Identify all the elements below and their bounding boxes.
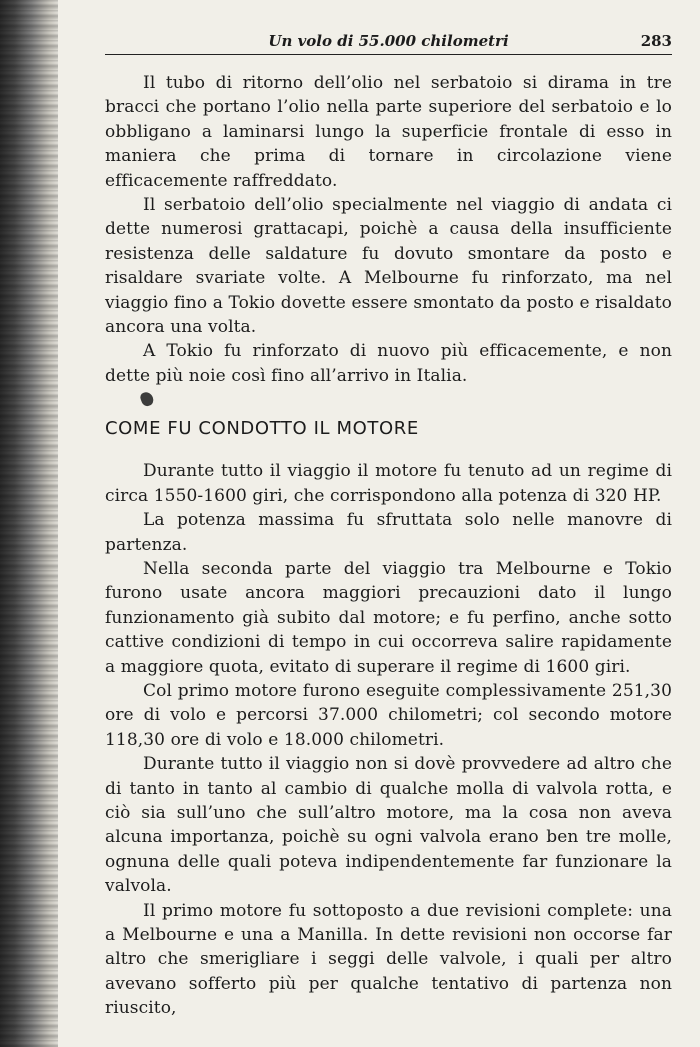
paragraph: Col primo motore furono eseguite complessivamente 251,30 ore di volo e percorsi 37.000 chilometri; col secondo motore 118,30 ore di volo e 18.000 chilometri. bbox=[105, 680, 672, 750]
book-binding-shadow bbox=[0, 0, 58, 1047]
paragraph: Il tubo di ritorno dell’olio nel serbatoio si dirama in tre bracci che portano l’olio nella parte superiore del serbatoio e lo obbligano a laminarsi lungo la superficie frontale di esso in maniera che prima di tornare in circolazione viene efficacemente raffreddato. bbox=[105, 73, 672, 191]
paragraph: Nella seconda parte del viaggio tra Melbourne e Tokio furono usate ancora maggiori precauzioni dato il lungo funzionamento già subito dal motore; e fu perfino, anche sotto cattive condizioni di tempo in cui occorreva salire rapidamente a maggiore quota, evitato di superare il regime di 1600 giri. bbox=[105, 558, 672, 677]
ink-mark-area bbox=[105, 388, 672, 418]
page-number: 283 bbox=[640, 32, 672, 50]
paragraph: Il serbatoio dell’olio specialmente nel viaggio di andata ci dette numerosi grattacapi, poichè a causa della insufficiente resistenza delle saldature fu dovuto smontare da posto e risaldare svariate volte. A Melbourne fu rinforzato, ma nel viaggio fino a Tokio dovette essere smontato da posto e risaldato ancora una volta. bbox=[105, 195, 672, 338]
paragraph: Durante tutto il viaggio non si dovè provvedere ad altro che di tanto in tanto al cambio di qualche molla di valvola rotta, e ciò sia sull’uno che sull’altro motore, ma la cosa non aveva alcuna importanza, poichè su ogni valvola erano ben tre molle, ognuna delle quali poteva indipendentemente far funzionare la valvola. bbox=[105, 754, 672, 897]
book-page bbox=[105, 30, 672, 1021]
paragraph: Il primo motore fu sottoposto a due revisioni complete: una a Melbourne e una a Manilla. In dette revisioni non occorse far altro che smerigliare i seggi delle valvole, i quali per altro avevano sofferto più per qualche tentativo di partenza non riuscito, bbox=[105, 900, 672, 1019]
paragraph: La potenza massima fu sfruttata solo nelle manovre di partenza. bbox=[105, 510, 672, 555]
paragraph: A Tokio fu rinforzato di nuovo più efficacemente, e non dette più noie così fino all’arrivo in Italia. bbox=[105, 341, 672, 386]
ink-blot-mark bbox=[139, 391, 155, 408]
running-title: Un volo di 55.000 chilometri bbox=[268, 32, 509, 50]
paragraph: Durante tutto il viaggio il motore fu tenuto ad un regime di circa 1550-1600 giri, che corrispondono alla potenza di 320 HP. bbox=[105, 461, 672, 506]
section-heading: COME FU CONDOTTO IL MOTORE bbox=[105, 418, 419, 440]
page-header bbox=[105, 30, 672, 55]
